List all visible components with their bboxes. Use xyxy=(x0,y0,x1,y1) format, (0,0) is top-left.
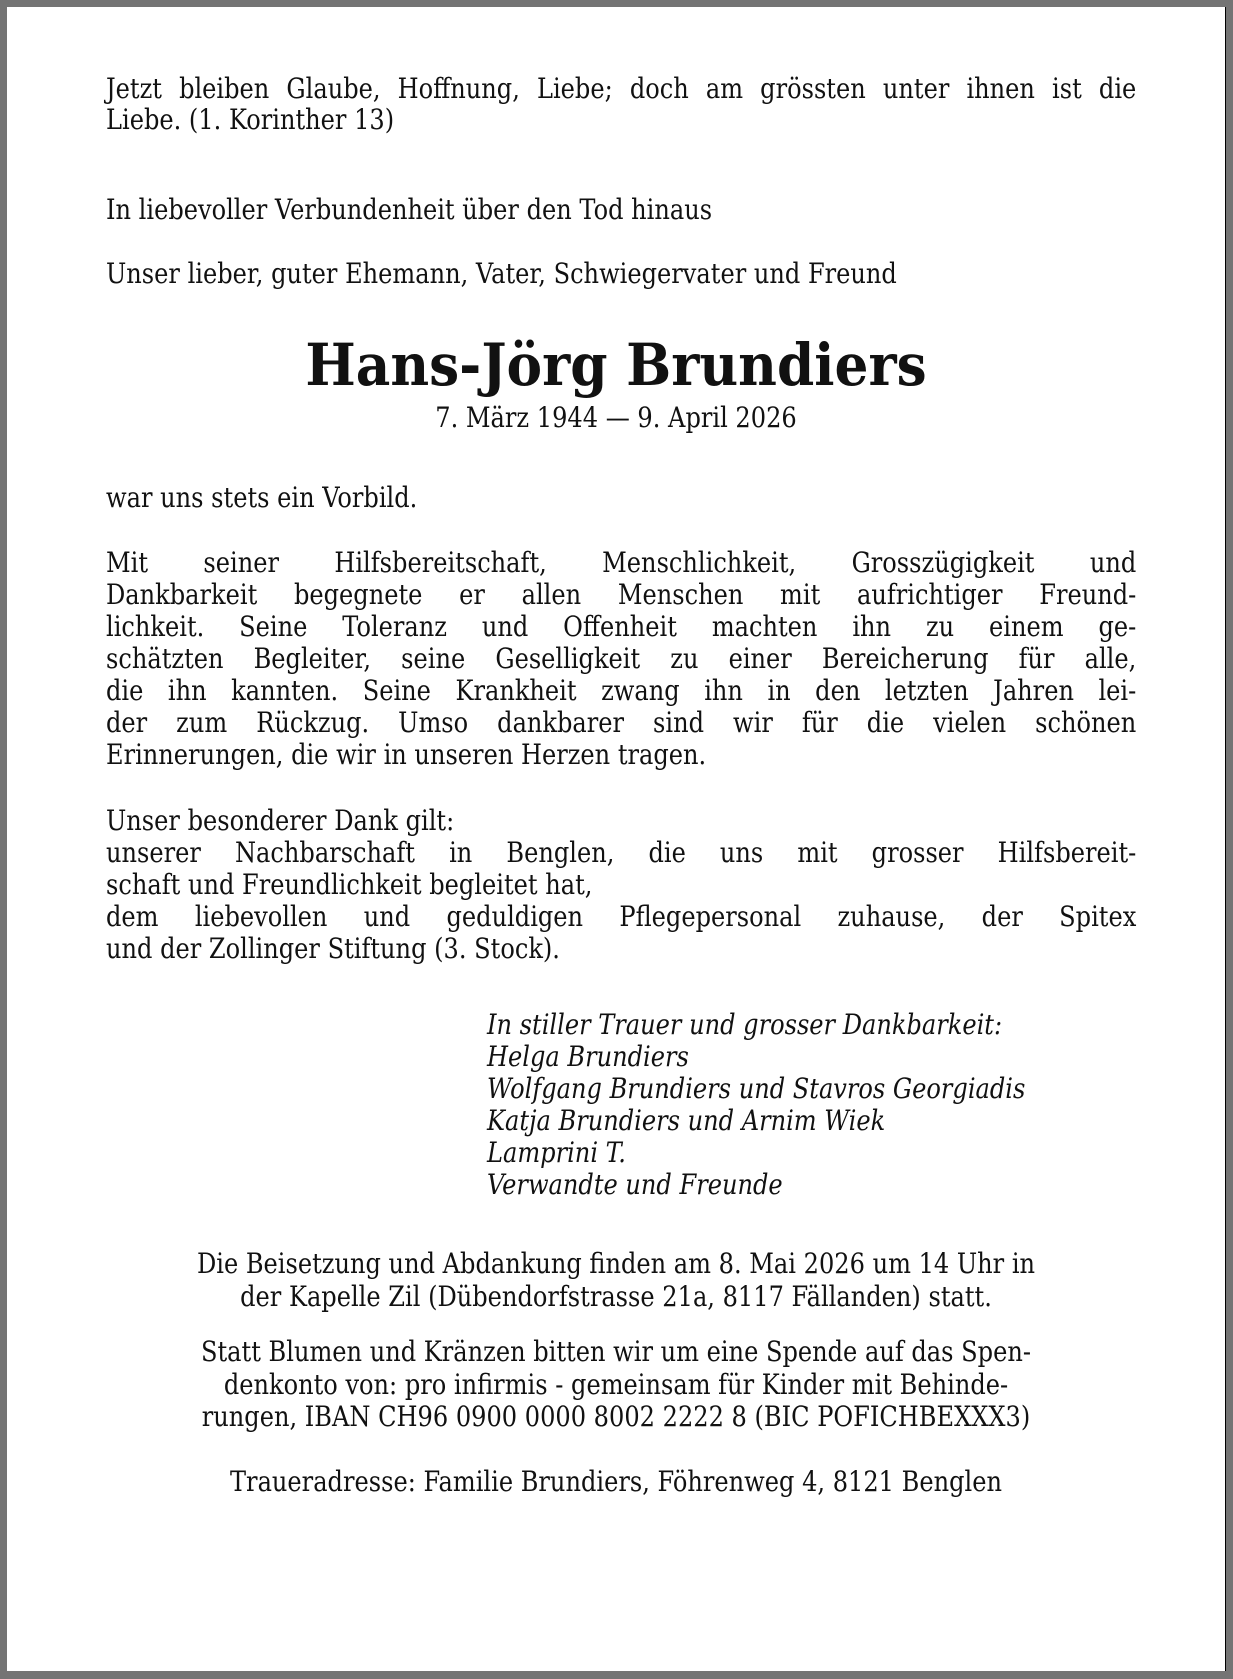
mourner-name: Lamprini T. xyxy=(487,1136,626,1169)
tribute-line: die ihn kannten. Seine Krankheit zwang ihn in den letzten Jahren lei- xyxy=(106,674,1137,707)
tribute-line: Mit seiner Hilfsbereitschaft, Menschlichkeit, Grosszügigkeit und xyxy=(106,546,1137,579)
funeral-line: der Kapelle Zil (Dübendorfstrasse 21a, 8117 Fällanden) statt. xyxy=(240,1280,992,1313)
mourning-address: Traueradresse: Familie Brundiers, Föhrenweg 4, 8121 Benglen xyxy=(229,1465,1002,1498)
tribute-line: schätzten Begleiter, seine Geselligkeit zu einer Bereicherung für alle, xyxy=(106,642,1137,675)
relation-line: Unser lieber, guter Ehemann, Vater, Schwiegervater und Freund xyxy=(106,257,897,290)
thanks-line: unserer Nachbarschaft in Benglen, die uns mit grosser Hilfsbereit- xyxy=(106,836,1137,869)
thanks-heading: Unser besonderer Dank gilt: xyxy=(106,804,455,837)
thanks-line: dem liebevollen und geduldigen Pflegepersonal zuhause, der Spitex xyxy=(106,900,1137,933)
donation-line: rungen, IBAN CH96 0900 0000 8002 2222 8 (BIC POFICHBEXXX3) xyxy=(201,1400,1031,1433)
thanks-line: schaft und Freundlichkeit begleitet hat, xyxy=(106,868,593,901)
donation-line: Statt Blumen und Kränzen bitten wir um eine Spende auf das Spen- xyxy=(201,1335,1031,1368)
donation-line: denkonto von: pro infirmis - gemeinsam für Kinder mit Behinde- xyxy=(223,1368,1009,1401)
mourner-name: Helga Brundiers xyxy=(487,1040,689,1073)
tribute-opening: war uns stets ein Vorbild. xyxy=(106,481,418,514)
bible-quote-line-2: Liebe. (1. Korinther 13) xyxy=(106,103,395,136)
tribute-line: der zum Rückzug. Umso dankbarer sind wir für die vielen schönen xyxy=(106,706,1137,739)
thanks-line: und der Zollinger Stiftung (3. Stock). xyxy=(106,932,560,965)
tribute-line: lichkeit. Seine Toleranz und Offenheit machten ihn zu einem ge- xyxy=(106,610,1137,643)
tribute-line: Dankbarkeit begegnete er allen Menschen mit aufrichtiger Freund- xyxy=(106,578,1137,611)
mourners-heading: In stiller Trauer und grosser Dankbarkeit: xyxy=(487,1008,1003,1041)
funeral-line: Die Beisetzung und Abdankung finden am 8. Mai 2026 um 14 Uhr in xyxy=(196,1247,1036,1280)
tribute-line: Erinnerungen, die wir in unseren Herzen tragen. xyxy=(106,738,707,771)
obituary-page xyxy=(7,7,1226,1671)
deceased-name: Hans-Jörg Brundiers xyxy=(305,331,927,399)
mourner-name: Wolfgang Brundiers und Stavros Georgiadis xyxy=(487,1072,1026,1105)
life-dates: 7. März 1944 — 9. April 2026 xyxy=(435,401,797,434)
mourner-name: Katja Brundiers und Arnim Wiek xyxy=(487,1104,886,1137)
mourner-name: Verwandte und Freunde xyxy=(487,1168,783,1201)
bible-quote-line-1: Jetzt bleiben Glaube, Hoffnung, Liebe; doch am grössten unter ihnen ist die xyxy=(106,72,1137,105)
intro-line: In liebevoller Verbundenheit über den Tod hinaus xyxy=(106,193,713,226)
